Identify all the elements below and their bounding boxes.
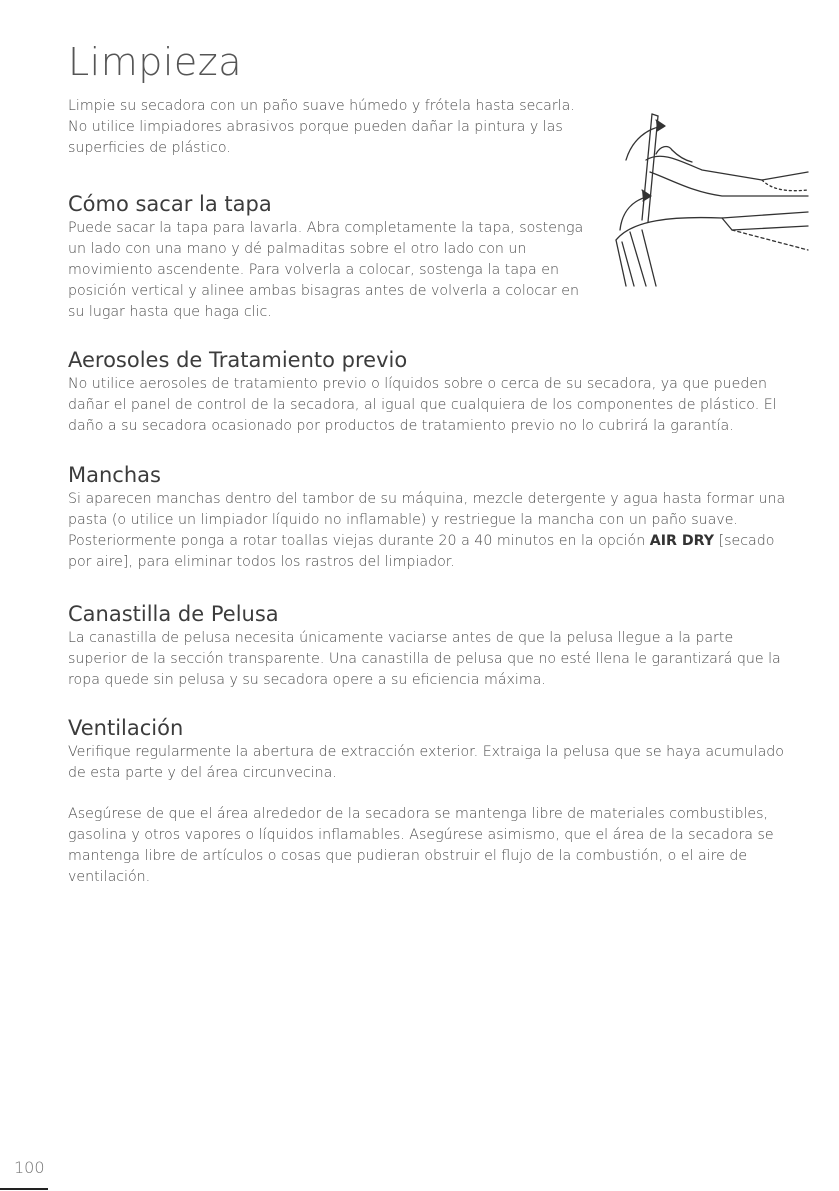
section-body: Si aparecen manchas dentro del tambor de su máquina, mezcle detergente y agua hasta formar una pasta (o utilice un limpiador líquido no inflamable) y restriegue la mancha con un paño suave. Posteriormente ponga a rotar toallas viejas durante 20 a 40 minutos en la opción AIR DRY [secado por aire], para eliminar todos los rastros del limpiador. [68,491,786,570]
section-heading: Ventilación [68,716,184,740]
section-manchas [68,461,796,573]
section-ventilacion [68,714,796,888]
section-body: La canastilla de pelusa necesita únicamente vaciarse antes de que la pelusa llegue a la parte superior de la sección transparente. Una canastilla de pelusa que no esté llena le garantizará que la ropa quede sin pelusa y su secadora opere a su eficiencia máxima. [68,630,781,688]
footer-rule [0,1188,48,1190]
section-pelusa [68,600,796,691]
section-aerosoles [68,346,796,437]
arrow-up-icon [626,126,664,160]
section-tapa [68,190,588,323]
section-body: Asegúrese de que el área alrededor de la secadora se mantenga libre de materiales combustibles, gasolina y otros vapores o líquidos inflamables. Asegúrese asimismo, que el área de la secadora se mantenga libre de artículos o cosas que pudieran obstruir el flujo de la combustión, o el aire de ventilación. [68,806,774,885]
section-heading: Manchas [68,463,161,487]
section-body: Puede sacar la tapa para lavarla. Abra completamente la tapa, sostenga un lado con una mano y dé palmaditas sobre el otro lado con un movimiento ascendente. Para volverla a colocar, sostenga la tapa en posición vertical y alinee ambas bisagras antes de volverla a colocar en su lugar hasta que haga clic. [68,220,584,320]
section-heading: Cómo sacar la tapa [68,192,272,216]
intro-paragraph: Limpie su secadora con un paño suave húmedo y frótela hasta secarla. No utilice limpiadores abrasivos porque pueden dañar la pintura y las superficies de plástico. [68,98,575,156]
page-title: Limpieza [68,40,243,84]
section-heading: Canastilla de Pelusa [68,602,279,626]
section-body: No utilice aerosoles de tratamiento previo o líquidos sobre o cerca de su secadora, ya que pueden dañar el panel de control de la secadora, al igual que cualquiera de los componentes de plástico. El daño a su secadora ocasionado por productos de tratamiento previo no lo cubrirá la garantía. [68,376,777,434]
air-dry-label: AIR DRY [649,533,715,549]
section-heading: Aerosoles de Tratamiento previo [68,348,408,372]
section-body: Verifique regularmente la abertura de extracción exterior. Extraiga la pelusa que se haya acumulado de esta parte y del área circunvecina. [68,744,784,781]
lid-removal-illustration [612,100,812,290]
page-number: 100 [14,1158,45,1177]
arrow-curve-icon [620,196,650,230]
